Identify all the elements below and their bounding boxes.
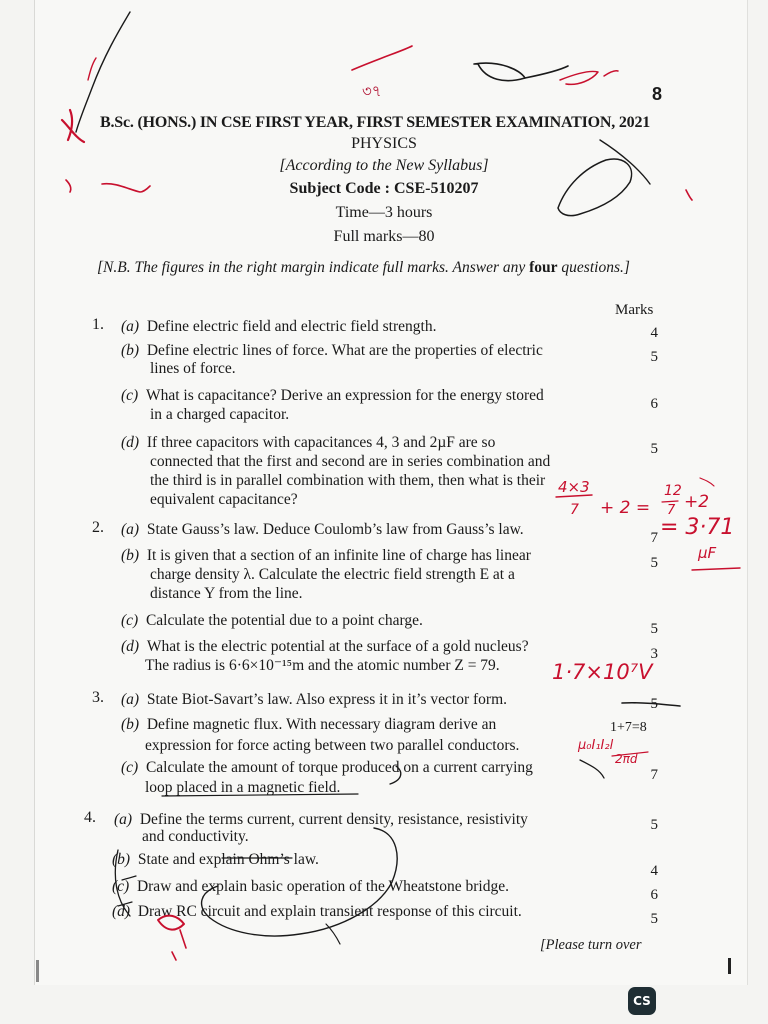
full-marks: Full marks—80 <box>333 228 435 245</box>
part-label: (a) <box>121 521 140 538</box>
question-number: 2. <box>92 519 104 536</box>
question-part <box>112 878 509 896</box>
part-marks: 7 <box>650 530 658 546</box>
part-label: (b) <box>121 716 140 733</box>
annotation-fraction-numerator: 4×3 <box>558 478 590 496</box>
question-part <box>121 638 529 656</box>
question-part <box>121 547 531 565</box>
question-part <box>121 716 496 734</box>
question-part <box>121 521 524 539</box>
annotation-rhs-numerator: 12 <box>664 483 682 499</box>
part-label: (b) <box>121 547 140 564</box>
part-text-continued: equivalent capacitance? <box>150 491 298 508</box>
part-label: (a) <box>114 811 133 828</box>
part-label: (a) <box>121 318 140 335</box>
part-text: Define electric field and electric field strength. <box>146 318 437 335</box>
part-text: Draw and explain basic operation of the Wheatstone bridge. <box>136 878 509 895</box>
part-marks: 5 <box>650 441 658 457</box>
exam-title: B.Sc. (HONS.) IN CSE FIRST YEAR, FIRST SEMESTER EXAMINATION, 2021 <box>100 114 651 131</box>
turn-over-note: [Please turn over <box>540 937 642 953</box>
part-label: (d) <box>121 434 140 451</box>
question-part <box>121 691 507 709</box>
part-marks: 5 <box>650 555 658 571</box>
part-label: (c) <box>121 612 139 629</box>
question-part <box>112 851 319 869</box>
part-marks: 4 <box>650 325 658 341</box>
question-number: 1. <box>92 316 104 333</box>
subject-title: PHYSICS <box>351 135 417 152</box>
part-label: (a) <box>121 691 140 708</box>
part-text: If three capacitors with capacitances 4, 3 and 2µF are so <box>146 434 496 451</box>
part-label: (d) <box>112 903 131 920</box>
part-text-continued: connected that the first and second are in series combination and <box>150 453 551 470</box>
part-marks: 4 <box>650 863 658 879</box>
part-label: (c) <box>112 878 130 895</box>
part-text: It is given that a section of an infinite line of charge has linear <box>146 547 531 564</box>
part-text-continued: expression for force acting between two parallel conductors. <box>145 737 520 754</box>
annotation-fraction-denominator: 7 <box>570 502 579 518</box>
annotation-flux-denominator: 2πd <box>615 752 638 766</box>
part-label: (c) <box>121 387 139 404</box>
part-text: Define the terms current, current density, resistance, resistivity <box>139 811 528 828</box>
part-text-continued: loop placed in a magnetic field. <box>145 779 341 796</box>
part-label: (d) <box>121 638 140 655</box>
annotation-rhs-plus: +2 <box>684 492 710 512</box>
camscanner-logo-icon: CS <box>628 987 656 1015</box>
part-marks: 7 <box>650 767 658 783</box>
part-marks: 1+7=8 <box>610 720 647 735</box>
part-marks: 5 <box>650 621 658 637</box>
question-number: 4. <box>84 809 96 826</box>
question-number: 3. <box>92 689 104 706</box>
question-part <box>114 811 528 829</box>
part-text: What is the electric potential at the surface of a gold nucleus? <box>146 638 529 655</box>
marks-heading: Marks <box>615 302 654 318</box>
question-part <box>121 318 436 336</box>
page-number: 8 <box>652 84 663 104</box>
instructions-bold: four <box>529 259 558 276</box>
instructions-note <box>97 259 630 277</box>
part-label: (c) <box>121 759 139 776</box>
part-marks: 6 <box>650 396 658 412</box>
syllabus-note: [According to the New Syllabus] <box>279 157 489 174</box>
part-marks: 5 <box>650 817 658 833</box>
annotation-flux-numerator: µ₀I₁I₂l <box>578 738 614 753</box>
question-part <box>121 612 423 630</box>
part-text: Draw RC circuit and explain transient response of this circuit. <box>137 903 522 920</box>
part-marks: 5 <box>650 349 658 365</box>
part-text-continued: The radius is 6·6×10⁻¹⁵m and the atomic number Z = 79. <box>145 657 500 674</box>
part-text-continued: and conductivity. <box>142 828 249 845</box>
annotation-rhs-denominator: 7 <box>667 503 676 518</box>
part-text: Define magnetic flux. With necessary diagram derive an <box>146 716 497 733</box>
part-text: State Biot-Savart’s law. Also express it in it’s vector form. <box>146 691 508 708</box>
part-text: State and explain Ohm’s law. <box>137 851 319 868</box>
part-text-continued: the third is in parallel combination with them, then what is their <box>150 472 546 489</box>
instructions-suffix: questions.] <box>561 259 630 276</box>
part-marks: 5 <box>650 911 658 927</box>
part-text: Calculate the amount of torque produced on a current carrying <box>145 759 533 776</box>
question-part <box>112 903 522 921</box>
part-text-continued: distance Y from the line. <box>150 585 303 602</box>
part-marks: 6 <box>650 887 658 903</box>
part-text-continued: charge density λ. Calculate the electric field strength E at a <box>150 566 515 583</box>
corner-scribble: ৩৭ <box>362 82 382 100</box>
question-part <box>121 434 495 452</box>
subject-code: Subject Code : CSE-510207 <box>289 180 479 197</box>
exam-time: Time—3 hours <box>335 204 433 221</box>
instructions-prefix: [N.B. The figures in the right margin indicate full marks. Answer any <box>97 259 526 276</box>
part-marks: 3 <box>650 646 658 662</box>
part-text-continued: lines of force. <box>150 360 236 377</box>
annotation-capacitance-unit: µF <box>698 544 717 562</box>
part-label: (b) <box>112 851 131 868</box>
part-marks: 5 <box>650 696 658 712</box>
question-part <box>121 759 533 777</box>
question-part <box>121 342 543 360</box>
part-text: Define electric lines of force. What are the properties of electric <box>146 342 543 359</box>
annotation-capacitance-result: = 3·71 <box>660 515 735 540</box>
part-text: State Gauss’s law. Deduce Coulomb’s law from Gauss’s law. <box>146 521 524 538</box>
part-text: What is capacitance? Derive an expression for the energy stored <box>145 387 544 404</box>
annotation-potential-result: 1·7×10⁷V <box>552 660 653 684</box>
part-label: (b) <box>121 342 140 359</box>
annotation-plus-two: + 2 = <box>600 498 651 518</box>
part-text: Calculate the potential due to a point charge. <box>145 612 423 629</box>
question-part <box>121 387 544 405</box>
part-text-continued: in a charged capacitor. <box>150 406 290 423</box>
